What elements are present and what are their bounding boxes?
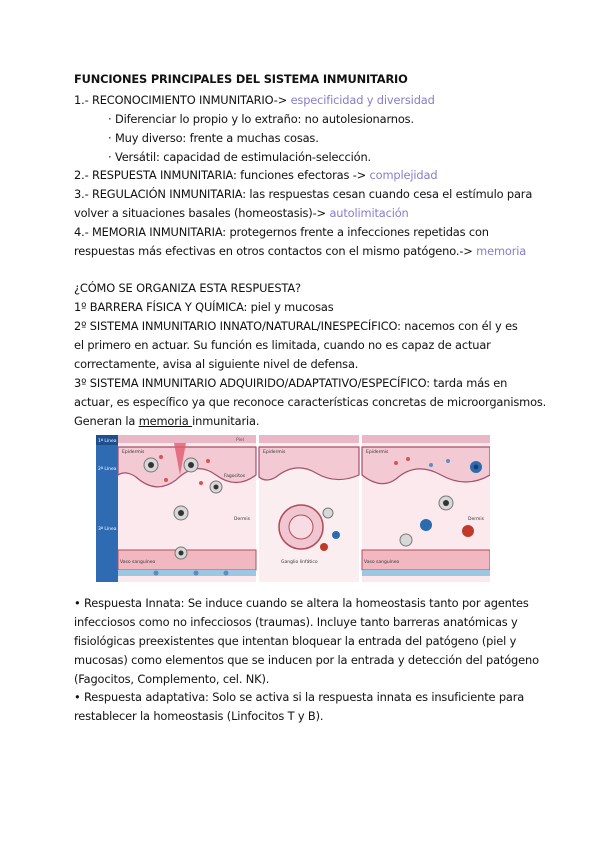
function-2 [74, 168, 437, 182]
organization-line: 1º BARRERA FÍSICA Y QUÍMICA: piel y mucosas [74, 300, 334, 314]
label-epidermis: Epidermis [263, 450, 286, 455]
response-line: • Respuesta adaptativa: Solo se activa si la respuesta innata es insuficiente para [74, 690, 525, 704]
bullet-item: · Diferenciar lo propio y lo extraño: no autolesionarnos. [108, 112, 414, 126]
function-2-highlight: complejidad [369, 168, 438, 182]
immune-system-illustration [96, 435, 490, 582]
function-1 [74, 93, 435, 107]
bullet-item: · Versátil: capacidad de estimulación-selección. [108, 150, 371, 164]
organization-line: 2º SISTEMA INMUNITARIO INNATO/NATURAL/INESPECÍFICO: nacemos con él y es [74, 319, 518, 333]
response-line: mucosas) como elementos que se inducen por la entrada y detección del patógeno [74, 653, 539, 667]
label-dermis: Dermis [234, 517, 250, 522]
function-1-highlight: especificidad y diversidad [290, 93, 435, 107]
memory-line-after: inmunitaria. [192, 414, 260, 428]
function-4-line1: 4.- MEMORIA INMUNITARIA: protegernos frente a infecciones repetidas con [74, 225, 489, 239]
function-3-line2 [74, 206, 409, 220]
document-title: FUNCIONES PRINCIPALES DEL SISTEMA INMUNITARIO [74, 72, 408, 86]
function-3-line1: 3.- REGULACIÓN INMUNITARIA: las respuestas cesan cuando cesa el estímulo para [74, 187, 533, 201]
function-2-text: 2.- RESPUESTA INMUNITARIA: funciones efectoras -> [74, 168, 367, 182]
response-line: infecciosos como no infecciosos (traumas). Incluye tanto barreras anatómicas y [74, 615, 518, 629]
function-4-highlight: memoria [476, 244, 527, 258]
function-3-text: volver a situaciones basales (homeostasis)-> [74, 206, 326, 220]
label-vaso: Vaso sanguíneo [120, 560, 156, 565]
function-1-text: 1.- RECONOCIMIENTO INMUNITARIO-> [74, 93, 288, 107]
label-fagocitos: Fagocitos [224, 474, 246, 479]
memory-link-text: memoria [138, 414, 193, 428]
label-ganglio: Ganglio linfático [281, 560, 318, 565]
function-3-highlight: autolimitación [329, 206, 409, 220]
organization-line: correctamente, avisa al siguiente nivel de defensa. [74, 357, 359, 371]
response-line: restablecer la homeostasis (Linfocitos T y B). [74, 709, 324, 723]
label-linea1: 1ª Línea [98, 439, 117, 444]
organization-heading: ¿CÓMO SE ORGANIZA ESTA RESPUESTA? [74, 281, 301, 295]
function-4-line2 [74, 244, 526, 258]
memory-line [74, 414, 259, 428]
organization-line: 3º SISTEMA INMUNITARIO ADQUIRIDO/ADAPTATIVO/ESPECÍFICO: tarda más en [74, 376, 508, 390]
label-piel: Piel [236, 438, 244, 443]
label-epidermis: Epidermis [122, 450, 145, 455]
organization-line: el primero en actuar. Su función es limitada, cuando no es capaz de actuar [74, 338, 491, 352]
response-line: (Fagocitos, Complemento, cel. NK). [74, 672, 270, 686]
label-linea3: 3ª Línea [98, 527, 117, 532]
label-epidermis: Epidermis [366, 450, 389, 455]
response-line: • Respuesta Innata: Se induce cuando se altera la homeostasis tanto por agentes [74, 596, 529, 610]
line-labels-column [96, 435, 118, 582]
bullet-item: · Muy diverso: frente a muchas cosas. [108, 131, 319, 145]
label-linea2: 2ª Línea [98, 467, 117, 472]
function-4-text: respuestas más efectivas en otros contactos con el mismo patógeno.-> [74, 244, 473, 258]
label-dermis: Dermis [468, 517, 484, 522]
organization-line: actuar, es específico ya que reconoce características concretas de microorganismos. [74, 395, 547, 409]
memory-line-before: Generan la [74, 414, 139, 428]
response-line: fisiológicas preexistentes que intentan bloquear la entrada del patógeno (piel y [74, 634, 517, 648]
label-vaso: Vaso sanguíneo [364, 560, 400, 565]
